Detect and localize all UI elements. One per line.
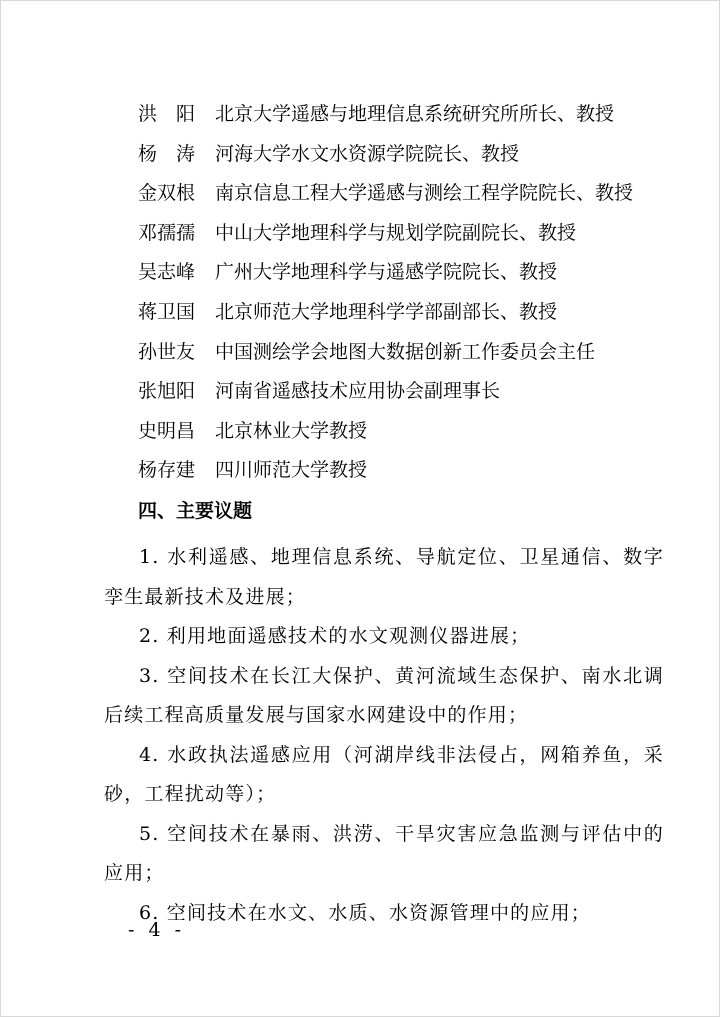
member-name: 邓孺孺 (138, 221, 196, 244)
member-row (138, 100, 633, 140)
member-list (138, 100, 633, 496)
member-title: 南京信息工程大学遥感与测绘工程学院院长、教授 (215, 182, 634, 205)
member-title: 北京师范大学地理科学学部副部长、教授 (215, 300, 558, 323)
member-title: 中山大学地理科学与规划学院副院长、教授 (215, 221, 577, 244)
member-row (138, 140, 633, 180)
member-row (138, 298, 633, 338)
member-title: 四川师范大学教授 (215, 459, 368, 482)
topic-list (104, 538, 664, 933)
topic-item: 6. 空间技术在水文、水质、水资源管理中的应用； (139, 901, 591, 924)
member-title: 中国测绘学会地图大数据创新工作委员会主任 (215, 340, 596, 363)
member-row (138, 338, 633, 378)
member-row (138, 377, 633, 417)
member-row (138, 417, 633, 457)
member-title: 广州大学地理科学与遥感学院院长、教授 (215, 261, 558, 284)
member-name: 孙世友 (138, 340, 196, 363)
member-row (138, 219, 633, 259)
topic-item: 4. 水政执法遥感应用（河湖岸线非法侵占，网箱养鱼，采砂，工程扰动等）； (104, 743, 664, 805)
member-name: 洪 阳 (138, 103, 196, 125)
member-name: 蒋卫国 (138, 300, 196, 323)
member-title: 北京林业大学教授 (215, 419, 368, 442)
member-name: 史明昌 (138, 419, 196, 442)
member-row (138, 258, 633, 298)
page-number: - 4 - (128, 919, 186, 941)
topic-item: 5. 空间技术在暴雨、洪涝、干旱灾害应急监测与评估中的应用； (104, 822, 664, 884)
member-name: 张旭阳 (138, 380, 196, 403)
topic-item: 1. 水利遥感、地理信息系统、导航定位、卫星通信、数字孪生最新技术及进展； (104, 546, 664, 608)
member-row (138, 456, 633, 496)
section-heading: 四、主要议题 (138, 500, 253, 522)
member-title: 河南省遥感技术应用协会副理事长 (215, 380, 501, 403)
topic-item: 3. 空间技术在长江大保护、黄河流域生态保护、南水北调后续工程高质量发展与国家水网建设中的作用； (104, 664, 664, 726)
topic-item: 2. 利用地面遥感技术的水文观测仪器进展； (139, 625, 531, 647)
member-name: 杨 涛 (138, 142, 196, 165)
member-name: 吴志峰 (138, 261, 196, 284)
member-title: 河海大学水文水资源学院院长、教授 (215, 142, 520, 165)
member-name: 杨存建 (138, 459, 196, 482)
member-row (138, 179, 633, 219)
member-title: 北京大学遥感与地理信息系统研究所所长、教授 (215, 103, 615, 125)
member-name: 金双根 (138, 182, 196, 205)
